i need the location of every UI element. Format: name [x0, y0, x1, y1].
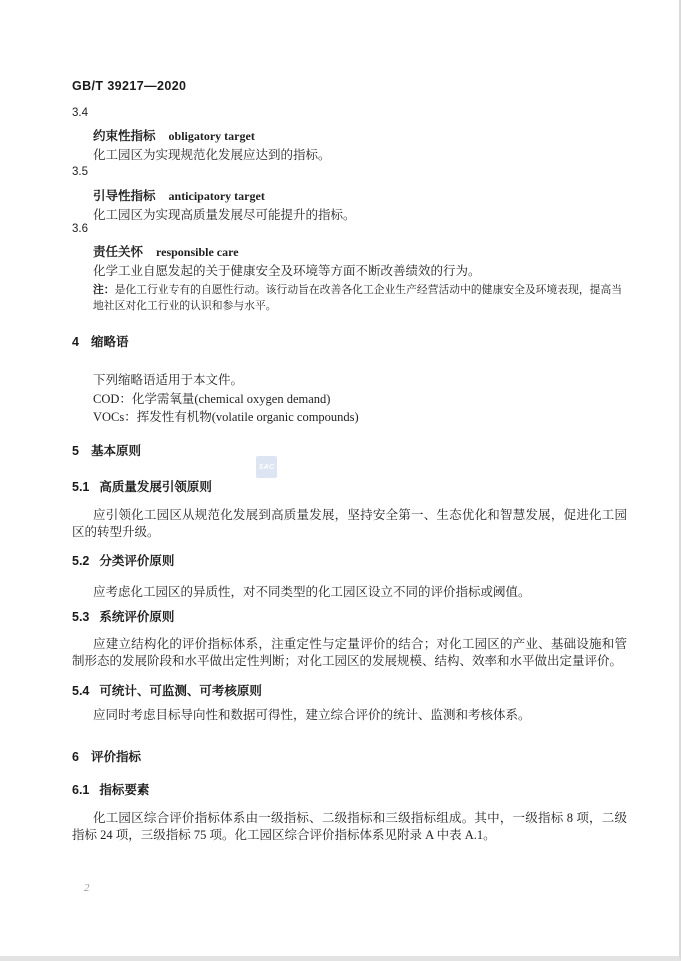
- term-en: responsible care: [156, 245, 239, 259]
- note-text: 是化工行业专有的自愿性行动。该行动旨在改善各化工企业生产经营活动中的健康安全及环境表现，提高当地社区对化工行业的认识和参与水平。: [93, 284, 623, 312]
- term-zh: 约束性指标: [93, 129, 156, 143]
- abbreviations-intro: 下列缩略语适用于本文件。: [93, 373, 244, 387]
- note-label: 注：: [93, 284, 115, 296]
- subsection-title: 分类评价原则: [99, 554, 175, 568]
- standard-code-header: GB/T 39217—2020: [72, 79, 187, 93]
- section-title: 缩略语: [90, 335, 129, 349]
- section-heading-4: [72, 332, 627, 350]
- sac-watermark: SAC: [256, 456, 277, 478]
- subsection-title: 高质量发展引领原则: [99, 480, 212, 494]
- page-number: 2: [84, 882, 90, 894]
- clause-number-3-6: 3.6: [72, 223, 88, 235]
- subsection-heading-5-2: [72, 551, 627, 569]
- section-number: 5: [72, 444, 79, 458]
- paragraph-6-1: 化工园区综合评价指标体系由一级指标、二级指标和三级指标组成。其中，一级指标 8 项，二级指标 24 项，三级指标 75 项。化工园区综合评价指标体系见附录 A 中表 A.1。: [72, 811, 627, 842]
- term-definition-3-4: 化工园区为实现规范化发展应达到的指标。: [93, 148, 331, 162]
- subsection-heading-5-1: [72, 477, 627, 495]
- subsection-heading-6-1: [72, 780, 627, 798]
- clause-number-3-5: 3.5: [72, 166, 88, 178]
- term-zh: 责任关怀: [93, 245, 144, 259]
- subsection-number: 5.4: [72, 684, 90, 698]
- subsection-title: 指标要素: [99, 783, 150, 797]
- term-zh: 引导性指标: [93, 189, 156, 203]
- section-title: 基本原则: [90, 444, 141, 458]
- term-title-3-6: [72, 242, 627, 260]
- section-title: 评价指标: [90, 750, 141, 764]
- section-heading-5: [72, 441, 627, 459]
- paragraph-5-2: 应考虑化工园区的异质性，对不同类型的化工园区设立不同的评价指标或阈值。: [93, 585, 531, 599]
- subsection-heading-5-3: [72, 607, 627, 625]
- section-number: 4: [72, 335, 79, 349]
- subsection-title: 系统评价原则: [99, 610, 175, 624]
- subsection-title: 可统计、可监测、可考核原则: [99, 684, 262, 698]
- term-en: anticipatory target: [168, 189, 265, 203]
- subsection-number: 5.1: [72, 480, 90, 494]
- subsection-heading-5-4: [72, 681, 627, 699]
- abbreviation-cod: COD：化学需氧量(chemical oxygen demand): [93, 392, 331, 406]
- term-definition-3-6: 化学工业自愿发起的关于健康安全及环境等方面不断改善绩效的行为。: [93, 264, 481, 278]
- term-en: obligatory target: [168, 129, 255, 143]
- clause-number-3-4: 3.4: [72, 107, 88, 119]
- paragraph-5-1: 应引领化工园区从规范化发展到高质量发展，坚持安全第一、生态优化和智慧发展，促进化工园区的转型升级。: [72, 508, 627, 539]
- term-title-3-4: [72, 126, 627, 144]
- section-number: 6: [72, 750, 79, 764]
- subsection-number: 6.1: [72, 783, 90, 797]
- section-heading-6: [72, 747, 627, 765]
- term-title-3-5: [72, 186, 627, 204]
- term-definition-3-5: 化工园区为实现高质量发展尽可能提升的指标。: [93, 208, 356, 222]
- abbreviation-vocs: VOCs：挥发性有机物(volatile organic compounds): [93, 410, 359, 424]
- subsection-number: 5.3: [72, 610, 90, 624]
- term-note-3-6: [93, 282, 627, 314]
- subsection-number: 5.2: [72, 554, 90, 568]
- paragraph-5-4: 应同时考虑目标导向性和数据可得性，建立综合评价的统计、监测和考核体系。: [93, 708, 531, 722]
- paragraph-5-3: 应建立结构化的评价指标体系，注重定性与定量评价的结合；对化工园区的产业、基础设施和管制形态的发展阶段和水平做出定性判断；对化工园区的发展规模、结构、效率和水平做出定量评价。: [72, 637, 627, 668]
